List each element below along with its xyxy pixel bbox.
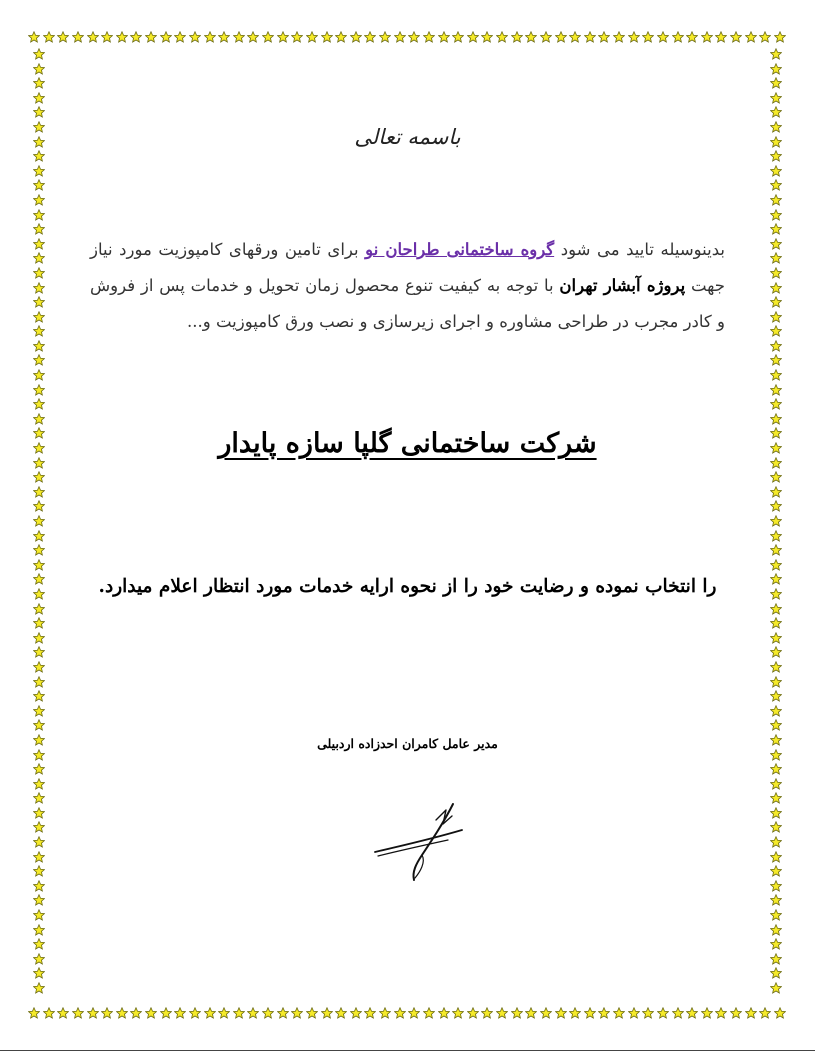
star-icon bbox=[33, 661, 45, 673]
star-icon bbox=[335, 1007, 347, 1019]
star-icon bbox=[770, 165, 782, 177]
star-icon bbox=[770, 369, 782, 381]
star-icon bbox=[87, 1007, 99, 1019]
star-icon bbox=[774, 31, 786, 43]
star-icon bbox=[33, 632, 45, 644]
star-icon bbox=[770, 92, 782, 104]
star-icon bbox=[770, 150, 782, 162]
star-icon bbox=[770, 267, 782, 279]
star-icon bbox=[511, 1007, 523, 1019]
star-icon bbox=[33, 223, 45, 235]
star-icon bbox=[262, 1007, 274, 1019]
star-icon bbox=[555, 31, 567, 43]
star-icon bbox=[770, 384, 782, 396]
star-icon bbox=[770, 982, 782, 994]
star-icon bbox=[101, 31, 113, 43]
star-icon bbox=[770, 617, 782, 629]
star-icon bbox=[730, 1007, 742, 1019]
star-icon bbox=[130, 31, 142, 43]
star-icon bbox=[496, 1007, 508, 1019]
star-icon bbox=[672, 1007, 684, 1019]
star-icon bbox=[584, 1007, 596, 1019]
star-icon bbox=[174, 31, 186, 43]
star-icon bbox=[770, 77, 782, 89]
star-icon bbox=[33, 894, 45, 906]
star-icon bbox=[33, 77, 45, 89]
star-icon bbox=[33, 413, 45, 425]
star-icon bbox=[116, 31, 128, 43]
star-icon bbox=[33, 252, 45, 264]
satisfaction-statement: را انتخاب نموده و رضایت خود را از نحوه ارایه خدمات مورد انتظار اعلام میدارد. bbox=[98, 576, 717, 597]
star-icon bbox=[160, 1007, 172, 1019]
star-icon bbox=[438, 31, 450, 43]
star-icon bbox=[33, 836, 45, 848]
star-icon bbox=[33, 617, 45, 629]
star-icon bbox=[33, 209, 45, 221]
star-icon bbox=[33, 924, 45, 936]
star-icon bbox=[657, 1007, 669, 1019]
star-icon bbox=[72, 1007, 84, 1019]
star-icon bbox=[540, 31, 552, 43]
star-icon bbox=[33, 676, 45, 688]
star-icon bbox=[770, 106, 782, 118]
star-icon bbox=[28, 31, 40, 43]
star-icon bbox=[770, 705, 782, 717]
star-icon bbox=[33, 165, 45, 177]
star-icon bbox=[770, 734, 782, 746]
star-icon bbox=[189, 1007, 201, 1019]
star-icon bbox=[33, 559, 45, 571]
star-icon bbox=[33, 792, 45, 804]
star-icon bbox=[306, 1007, 318, 1019]
star-icon bbox=[770, 924, 782, 936]
star-icon bbox=[770, 807, 782, 819]
star-icon bbox=[72, 31, 84, 43]
star-icon bbox=[584, 31, 596, 43]
star-icon bbox=[33, 821, 45, 833]
star-icon bbox=[642, 1007, 654, 1019]
star-icon bbox=[770, 325, 782, 337]
star-icon bbox=[770, 646, 782, 658]
star-border-top bbox=[28, 28, 786, 46]
star-icon bbox=[770, 559, 782, 571]
star-border-right bbox=[767, 48, 785, 994]
star-icon bbox=[33, 544, 45, 556]
star-icon bbox=[613, 1007, 625, 1019]
star-icon bbox=[770, 690, 782, 702]
star-icon bbox=[759, 1007, 771, 1019]
star-icon bbox=[33, 369, 45, 381]
star-icon bbox=[686, 1007, 698, 1019]
star-icon bbox=[770, 457, 782, 469]
star-icon bbox=[33, 500, 45, 512]
star-icon bbox=[43, 31, 55, 43]
star-icon bbox=[770, 500, 782, 512]
star-icon bbox=[770, 603, 782, 615]
star-icon bbox=[770, 427, 782, 439]
star-icon bbox=[770, 282, 782, 294]
star-icon bbox=[33, 734, 45, 746]
star-icon bbox=[33, 749, 45, 761]
star-icon bbox=[770, 398, 782, 410]
confirmation-paragraph bbox=[90, 232, 725, 340]
star-icon bbox=[57, 31, 69, 43]
star-icon bbox=[33, 763, 45, 775]
star-icon bbox=[770, 792, 782, 804]
star-icon bbox=[701, 1007, 713, 1019]
star-icon bbox=[33, 282, 45, 294]
star-icon bbox=[770, 238, 782, 250]
star-border-bottom bbox=[28, 1004, 786, 1022]
client-group-name: گروه ساختمانی طراحان نو bbox=[365, 240, 555, 259]
star-icon bbox=[33, 398, 45, 410]
star-icon bbox=[204, 31, 216, 43]
star-icon bbox=[408, 31, 420, 43]
company-title bbox=[90, 428, 725, 459]
star-icon bbox=[33, 179, 45, 191]
star-icon bbox=[770, 223, 782, 235]
star-icon bbox=[321, 1007, 333, 1019]
star-icon bbox=[770, 953, 782, 965]
signer-name: مدیر عامل کامران احدزاده اردبیلی bbox=[317, 736, 498, 751]
star-icon bbox=[770, 354, 782, 366]
star-icon bbox=[218, 1007, 230, 1019]
star-icon bbox=[33, 354, 45, 366]
star-icon bbox=[33, 967, 45, 979]
star-icon bbox=[218, 31, 230, 43]
star-icon bbox=[770, 880, 782, 892]
star-icon bbox=[28, 1007, 40, 1019]
star-icon bbox=[204, 1007, 216, 1019]
star-icon bbox=[452, 1007, 464, 1019]
star-icon bbox=[189, 31, 201, 43]
star-icon bbox=[770, 179, 782, 191]
star-icon bbox=[174, 1007, 186, 1019]
star-icon bbox=[394, 1007, 406, 1019]
star-icon bbox=[770, 749, 782, 761]
body-text-part3: با توجه به کیفیت تنوع محصول زمان تحویل و خدمات پس از فروش و کادر مجرب در طراحی مشاوره و اجرای زیرسازی و نصب ورق کامپوزیت و... bbox=[90, 276, 725, 331]
star-icon bbox=[770, 63, 782, 75]
signature-icon bbox=[370, 800, 470, 890]
star-icon bbox=[770, 661, 782, 673]
star-icon bbox=[33, 807, 45, 819]
star-icon bbox=[770, 413, 782, 425]
star-icon bbox=[770, 821, 782, 833]
star-icon bbox=[701, 31, 713, 43]
star-icon bbox=[33, 573, 45, 585]
star-icon bbox=[770, 340, 782, 352]
star-icon bbox=[87, 31, 99, 43]
star-icon bbox=[33, 909, 45, 921]
star-icon bbox=[33, 603, 45, 615]
star-icon bbox=[33, 778, 45, 790]
star-icon bbox=[33, 719, 45, 731]
star-icon bbox=[247, 31, 259, 43]
star-icon bbox=[613, 31, 625, 43]
star-icon bbox=[233, 31, 245, 43]
star-icon bbox=[33, 194, 45, 206]
star-icon bbox=[657, 31, 669, 43]
star-icon bbox=[33, 457, 45, 469]
star-icon bbox=[770, 544, 782, 556]
star-icon bbox=[145, 1007, 157, 1019]
star-icon bbox=[160, 31, 172, 43]
star-icon bbox=[423, 1007, 435, 1019]
star-icon bbox=[481, 1007, 493, 1019]
star-icon bbox=[745, 1007, 757, 1019]
star-icon bbox=[33, 384, 45, 396]
star-icon bbox=[496, 31, 508, 43]
star-icon bbox=[33, 48, 45, 60]
star-icon bbox=[247, 1007, 259, 1019]
star-icon bbox=[33, 530, 45, 542]
body-text-part2: برای تامین ورقهای کامپوزیت مورد نیاز جهت bbox=[90, 240, 725, 295]
star-icon bbox=[291, 1007, 303, 1019]
star-icon bbox=[57, 1007, 69, 1019]
star-icon bbox=[715, 1007, 727, 1019]
star-icon bbox=[233, 1007, 245, 1019]
star-icon bbox=[306, 31, 318, 43]
project-name: پروژه آبشار تهران bbox=[559, 276, 686, 295]
star-icon bbox=[770, 632, 782, 644]
star-icon bbox=[770, 136, 782, 148]
star-icon bbox=[277, 31, 289, 43]
star-icon bbox=[555, 1007, 567, 1019]
star-icon bbox=[33, 136, 45, 148]
star-icon bbox=[33, 471, 45, 483]
star-icon bbox=[770, 894, 782, 906]
star-border-left bbox=[30, 48, 48, 994]
star-icon bbox=[770, 48, 782, 60]
star-icon bbox=[770, 252, 782, 264]
star-icon bbox=[745, 31, 757, 43]
star-icon bbox=[379, 31, 391, 43]
star-icon bbox=[770, 121, 782, 133]
star-icon bbox=[770, 588, 782, 600]
star-icon bbox=[730, 31, 742, 43]
star-icon bbox=[770, 836, 782, 848]
star-icon bbox=[770, 967, 782, 979]
star-icon bbox=[33, 92, 45, 104]
star-icon bbox=[569, 31, 581, 43]
body-text-part1: بدینوسیله تایید می شود bbox=[554, 240, 726, 259]
star-icon bbox=[481, 31, 493, 43]
star-icon bbox=[715, 31, 727, 43]
star-icon bbox=[364, 31, 376, 43]
star-icon bbox=[770, 442, 782, 454]
star-icon bbox=[33, 515, 45, 527]
star-icon bbox=[770, 865, 782, 877]
star-icon bbox=[116, 1007, 128, 1019]
star-icon bbox=[33, 238, 45, 250]
star-icon bbox=[467, 1007, 479, 1019]
star-icon bbox=[364, 1007, 376, 1019]
star-icon bbox=[335, 31, 347, 43]
star-icon bbox=[642, 31, 654, 43]
star-icon bbox=[770, 938, 782, 950]
star-icon bbox=[145, 31, 157, 43]
star-icon bbox=[291, 31, 303, 43]
star-icon bbox=[350, 31, 362, 43]
star-icon bbox=[628, 1007, 640, 1019]
star-icon bbox=[770, 676, 782, 688]
star-icon bbox=[423, 31, 435, 43]
star-icon bbox=[686, 31, 698, 43]
star-icon bbox=[394, 31, 406, 43]
star-icon bbox=[33, 953, 45, 965]
star-icon bbox=[770, 486, 782, 498]
star-icon bbox=[770, 530, 782, 542]
star-icon bbox=[33, 106, 45, 118]
star-icon bbox=[33, 267, 45, 279]
star-icon bbox=[33, 880, 45, 892]
star-icon bbox=[540, 1007, 552, 1019]
star-icon bbox=[770, 471, 782, 483]
star-icon bbox=[770, 311, 782, 323]
star-icon bbox=[525, 31, 537, 43]
star-icon bbox=[672, 31, 684, 43]
star-icon bbox=[770, 296, 782, 308]
star-icon bbox=[43, 1007, 55, 1019]
star-icon bbox=[770, 719, 782, 731]
company-name: شرکت ساختمانی گلپا سازه پایدار bbox=[218, 428, 597, 459]
star-icon bbox=[525, 1007, 537, 1019]
star-icon bbox=[33, 442, 45, 454]
star-icon bbox=[130, 1007, 142, 1019]
star-icon bbox=[33, 690, 45, 702]
star-icon bbox=[33, 340, 45, 352]
star-icon bbox=[33, 121, 45, 133]
star-icon bbox=[321, 31, 333, 43]
star-icon bbox=[467, 31, 479, 43]
star-icon bbox=[598, 31, 610, 43]
star-icon bbox=[770, 851, 782, 863]
star-icon bbox=[770, 763, 782, 775]
star-icon bbox=[452, 31, 464, 43]
star-icon bbox=[33, 150, 45, 162]
star-icon bbox=[770, 209, 782, 221]
star-icon bbox=[770, 573, 782, 585]
star-icon bbox=[759, 31, 771, 43]
star-icon bbox=[101, 1007, 113, 1019]
star-icon bbox=[33, 646, 45, 658]
document-heading: باسمه تعالی bbox=[354, 125, 461, 149]
star-icon bbox=[33, 865, 45, 877]
star-icon bbox=[569, 1007, 581, 1019]
star-icon bbox=[33, 705, 45, 717]
star-icon bbox=[33, 588, 45, 600]
star-icon bbox=[33, 486, 45, 498]
star-icon bbox=[33, 851, 45, 863]
star-icon bbox=[33, 63, 45, 75]
star-icon bbox=[33, 982, 45, 994]
star-icon bbox=[408, 1007, 420, 1019]
star-icon bbox=[350, 1007, 362, 1019]
star-icon bbox=[33, 325, 45, 337]
star-icon bbox=[379, 1007, 391, 1019]
star-icon bbox=[770, 778, 782, 790]
star-icon bbox=[628, 31, 640, 43]
star-icon bbox=[770, 194, 782, 206]
star-icon bbox=[438, 1007, 450, 1019]
star-icon bbox=[598, 1007, 610, 1019]
star-icon bbox=[33, 938, 45, 950]
star-icon bbox=[33, 427, 45, 439]
star-icon bbox=[33, 311, 45, 323]
star-icon bbox=[774, 1007, 786, 1019]
page-bottom-rule bbox=[0, 1050, 815, 1051]
star-icon bbox=[511, 31, 523, 43]
star-icon bbox=[262, 31, 274, 43]
star-icon bbox=[277, 1007, 289, 1019]
star-icon bbox=[33, 296, 45, 308]
star-icon bbox=[770, 909, 782, 921]
star-icon bbox=[770, 515, 782, 527]
